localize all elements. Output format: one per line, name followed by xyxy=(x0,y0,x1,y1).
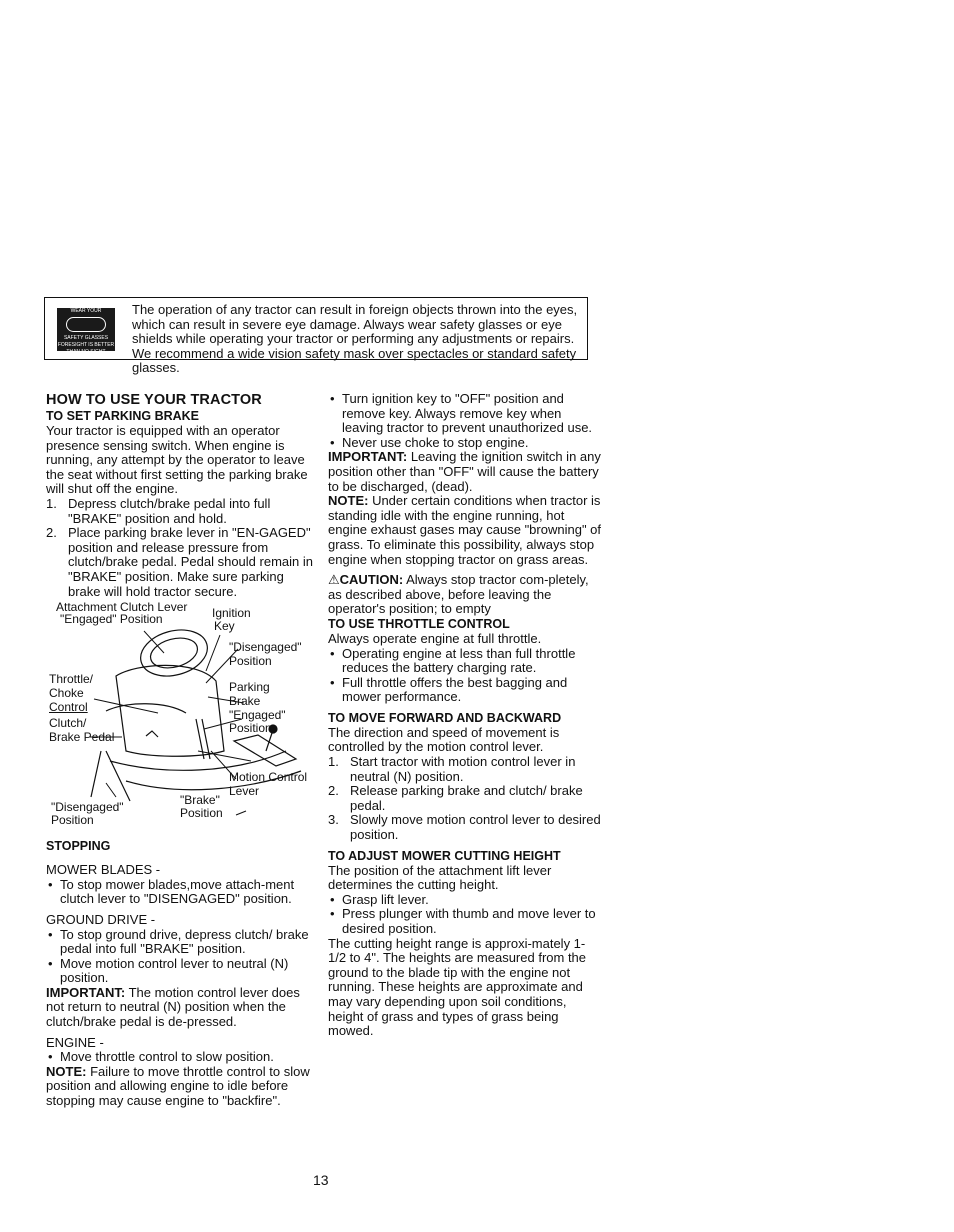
height-intro: The position of the attachment lift lever determines the cutting height. xyxy=(328,862,552,893)
engine-bullets xyxy=(46,1050,316,1065)
backfire-note: NOTE: Failure to move throttle control to slow position and allowing engine to idle before stopping may cause engine to "backfire". xyxy=(46,1063,310,1109)
list-item: 2. Release parking brake and clutch/ brake pedal. xyxy=(328,783,583,813)
list-item: • To stop mower blades,move attach-ment clutch lever to "DISENGAGED" position. xyxy=(48,876,295,907)
list-item: • To stop ground drive, depress clutch/ brake pedal into full "BRAKE" position. xyxy=(48,926,309,957)
clutch-label-1: Clutch/ xyxy=(49,716,87,731)
safety-notice-box xyxy=(44,297,588,375)
tractor-controls-diagram xyxy=(46,601,316,833)
throttle-label-2: Choke xyxy=(49,686,84,701)
move-intro: The direction and speed of movement is controlled by the motion control lever. xyxy=(328,724,560,755)
parking-brake-label-1: Parking xyxy=(229,680,270,695)
safety-notice-text: The operation of any tractor can result in foreign objects thrown into the eyes, which can result in severe eye damage. Always wear safety glasses or eye shields while operating your tractor or performing any adjustments or repairs. We recommend a wide vision safety mask over spectacles or standard safety glasses. xyxy=(132,302,578,375)
position-top-label: Position xyxy=(229,654,272,669)
icon-line-1: WEAR YOUR xyxy=(70,308,102,314)
list-item: • Grasp lift lever. xyxy=(330,891,429,907)
disengaged-bottom-label: "Disengaged" xyxy=(51,800,124,815)
move-title: TO MOVE FORWARD AND BACKWARD xyxy=(328,710,562,725)
throttle-title: TO USE THROTTLE CONTROL xyxy=(328,616,510,631)
position-bottom-label: Position xyxy=(51,813,94,828)
list-item: • Never use choke to stop engine. xyxy=(330,434,529,450)
mower-blades-label: MOWER BLADES - xyxy=(46,862,161,878)
throttle-bullets xyxy=(328,647,603,705)
caution-note: ⚠CAUTION: Always stop tractor com-pletely, as described above, before leaving the operator's position; to empty xyxy=(328,572,589,617)
list-item: • Press plunger with thumb and move lever to desired position. xyxy=(330,906,596,936)
ground-drive-label: GROUND DRIVE - xyxy=(46,911,156,927)
disengaged-top-label: "Disengaged" xyxy=(229,640,302,655)
list-item: • Move motion control lever to neutral (N) position. xyxy=(48,955,289,986)
browning-note: NOTE: Under certain conditions when tractor is standing idle with the engine running, hot engine exhaust gases may cause "browning" of grass. To eliminate this possibility, always stop engine when stopping tractor on grass areas. xyxy=(328,493,602,567)
important-ignition-note: IMPORTANT: Leaving the ignition switch in any position other than "OFF" will cause the battery to be discharged, (dead). xyxy=(328,449,601,494)
engine-label: ENGINE - xyxy=(46,1034,104,1050)
throttle-label-3: Control xyxy=(49,700,88,715)
section-heading: HOW TO USE YOUR TRACTOR xyxy=(46,392,262,408)
throttle-intro: Always operate engine at full throttle. xyxy=(328,630,542,646)
height-outro: The cutting height range is approxi-mately 1-1/2 to 4". The heights are measured from the ground to the blade tip with the engine not running. These heights are approximate and may vary depending upon soil conditions, height of grass and types of grass being mowed. xyxy=(328,935,587,1039)
list-item: • Full throttle offers the best bagging and mower performance. xyxy=(330,674,568,705)
icon-line-3: FORESIGHT IS BETTER xyxy=(57,342,115,348)
engaged-position-label: "Engaged" Position xyxy=(60,612,163,627)
height-bullets xyxy=(328,893,603,937)
list-item: 1. Depress clutch/brake pedal into full "BRAKE" position and hold. xyxy=(46,495,271,526)
throttle-label-1: Throttle/ xyxy=(49,672,94,687)
parking-brake-label-4: Position xyxy=(229,721,272,736)
parking-brake-label-3: "Engaged" xyxy=(229,708,286,723)
ignition-bullets xyxy=(328,392,603,450)
safety-glasses-icon xyxy=(57,308,115,355)
key-label: Key xyxy=(214,619,235,634)
clutch-label-2: Brake Pedal xyxy=(49,730,115,745)
motion-control-label-2: Lever xyxy=(229,784,260,799)
right-column xyxy=(328,392,603,1039)
ignition-label: Ignition xyxy=(212,606,251,621)
ground-bullets xyxy=(46,928,316,986)
attachment-clutch-label: Attachment Clutch Lever xyxy=(56,600,188,615)
height-title: TO ADJUST MOWER CUTTING HEIGHT xyxy=(328,848,561,863)
list-item: 1. Start tractor with motion control lever in neutral (N) position. xyxy=(328,754,576,784)
list-item: 2. Place parking brake lever in "EN-GAGED" position and release pressure from clutch/brake pedal. Pedal should remain in "BRAKE" position. Make sure parking brake will hold tractor secure. xyxy=(46,525,313,599)
mower-bullets xyxy=(46,878,316,907)
left-column xyxy=(46,392,316,1109)
list-item: • Move throttle control to slow position. xyxy=(48,1049,274,1065)
glasses-icon xyxy=(66,317,106,332)
stopping-title: STOPPING xyxy=(46,839,111,854)
parking-brake-label-2: Brake xyxy=(229,694,261,709)
list-item: 3. Slowly move motion control lever to desired position. xyxy=(328,812,601,843)
parking-intro: Your tractor is equipped with an operator presence sensing switch. When engine is running, any attempt by the operator to leave the seat without first setting the parking brake will shut off the engine. xyxy=(46,423,308,497)
list-item: • Operating engine at less than full throttle reduces the battery charging rate. xyxy=(330,645,576,676)
parking-brake-title: TO SET PARKING BRAKE xyxy=(46,409,200,423)
motion-control-label-1: Motion Control xyxy=(229,770,308,785)
warning-triangle-icon: ⚠ xyxy=(328,572,340,588)
move-steps xyxy=(328,755,603,843)
list-item: • Turn ignition key to "OFF" position and remove key. Always remove key when leaving tractor to prevent unauthorized use. xyxy=(330,391,593,436)
important-note: IMPORTANT: The motion control lever does not return to neutral (N) position when the clutch/brake pedal is de-pressed. xyxy=(46,984,300,1030)
parking-steps xyxy=(46,497,316,599)
page-number: 13 xyxy=(313,1172,329,1188)
brake-position-label-2: Position xyxy=(180,806,223,821)
icon-line-2: SAFETY GLASSES xyxy=(63,335,109,341)
brake-position-label-1: "Brake" xyxy=(180,793,220,808)
icon-line-4: THAN NO SIGHT xyxy=(66,349,106,355)
